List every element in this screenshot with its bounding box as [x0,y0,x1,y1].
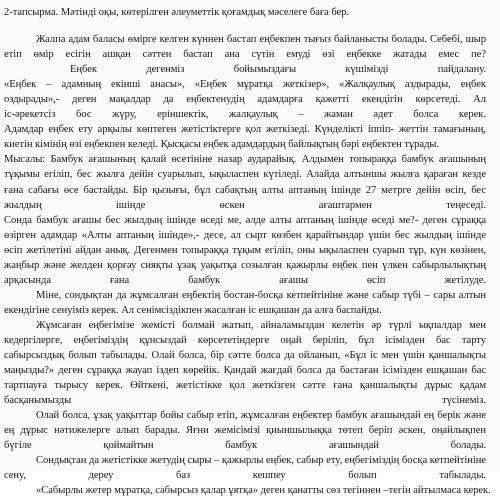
text-line: Міне, сондықтан да жұмсалған еңбектің бостан-босқа кетпейтініне және сабыр түбі – сары алтын [36,289,486,301]
text-line: бүгіле қоймайтын бамбук ағашындай болады. [4,440,486,452]
text-line: ең дұрыс нәтижелерге алып барады. Яғни жемісімізі қиыншылыққа төтеп беріп әскен, оңайлықпен [4,425,486,437]
text-line: кедергілерге, еңбегіміздің құнсыздай көрсететіндерге оңай беріліп, бұл ісімізден бас тарту [4,334,486,346]
text-line: Жұмсаған еңбегімізе жемісті болмай жатып, айналамыздан келетін әр түрлі ықпалдар мен [36,319,486,331]
text-line: сабырсыздық болып табылады. Олай болса, бір сәтте болса да ойланып, «Бұл іс мен үшін қаншалықты [4,350,486,362]
text-line: басқанымызды түсінеміз. [4,395,486,407]
text-line: Еңбек дегенміз бойымыздағы күшімізді пайдалану. [70,64,486,76]
text-line: тұқымы егіліп, бес жылға дейін суарылып, ықыласпен күтіледі. Алайда алтыншы жылға қараған кезде [4,169,486,181]
text-line: Мысалы: Бамбук ағашының қалай өсетініне назар аударайық. Алдымен топыраққа бамбук ағашының [4,154,486,166]
text-line: жаңбыр және желден қорғау сияқты ұзақ уақытқа созылған қажырлы еңбек пен үлкен сабырлылықтың [4,259,486,271]
text-line: Адамдар еңбек ету арқылы көптеген жетістіктерге қол жеткізеді. Күнделікті іппіп- жеттін тамағының, [4,124,486,136]
text-line: Олай болса, ұзақ уақыттар бойы сабыр етіп, жұмсалған еңбектер бамбук ағашындай ең берік және [36,410,486,422]
text-line: жылдың ішінде өскен ағаштармен теңеседі. [4,199,486,211]
text-line: тартпауға тырысу керек. Өйткені, жетістікке қол жеткізген сәтте ғана қаншалықты дұрыс қадам [4,380,486,392]
text-line: Сонда бамбук ағашы бес жылдың ішінде өседі ме, әлде алты аптаның ішінде өседі ме?- деген сұраққа [4,214,486,226]
text-line: Жалпа адам баласы өмірге келген күннен бастап еңбекпен тығыз байланысты болады. Себебі, шыр [36,34,486,46]
text-line: екендігіне сенуіміз керек. Ал сенімсіздікпен жасалған іс ешқашан да алға баспайды. [4,304,382,316]
text-line: «Еңбек – адамның екінші анасы», «Еңбек мұратқа жеткізер», «Жалқаулық аздырады, еңбек [4,79,486,91]
text-line: өсіп жетілетіні айдан анық. Дегенмен топыраққа тұқым егіліп, оны ықыласпен суарып тұр, күн көзінен, [4,244,486,256]
document-body [4,32,491,498]
text-line: оздырады»,- деген мақалдар да еңбектенудің адамдарға қажетті екендігін көрсетеді. Ал [4,94,486,106]
text-line: арқасында ғана бамбук ағашы өсіп жетілуде. [4,274,486,286]
text-line: етіп өмір есігін ашқан сәттен бастап ана сүтін емуді өзі еңбекке жатады емес пе? [4,49,486,61]
text-line: өзірген адамдар «Алты аптаның ішінде»,- десе, ал сырт көзбен қарайтындар үшін бес жылдың ішінде [4,229,486,241]
text-line: ғана сабағы өсе бастайды. Бір қызығы, бұл сабақтың алты аптаның ішінде 27 метрге дейін өсіп, бес [4,184,486,196]
text-line: Сондықтан да жетістікке жетудің сыры – қажырлы еңбек, сабыр ету, еңбегіміздің босқа кетпейтініне [36,455,486,467]
text-line: маңызды?» деген сұраққа жауап іздеп көрейік. Қандай жағдай болса да бастаған ісімізден ешқашан бас [4,365,486,377]
task-heading: 2-тапсырма. Мәтінді оқы, көтерілген әлеуметтік қоғамдық мәселеге баға бер. [4,7,350,18]
text-line: киетін кімінің өзі еңбекпен келеді. Қысқасы еңбек адамдардың байлықтың бәрі еңбектен тұрады. [4,139,440,151]
text-line: сену, дереу баз кешпеу болып табылады. [4,470,486,482]
text-line: «Сабырлы жетер мұратқа, сабырсыз қалар ұятқа» деген қанатты сөз тегіннен –тегін айтылмаса керек. [36,485,491,497]
text-line: іс-әрекетсіз бос жүру, еріншектік, жалқаулық – жаман әдет болса керек. [4,109,486,121]
